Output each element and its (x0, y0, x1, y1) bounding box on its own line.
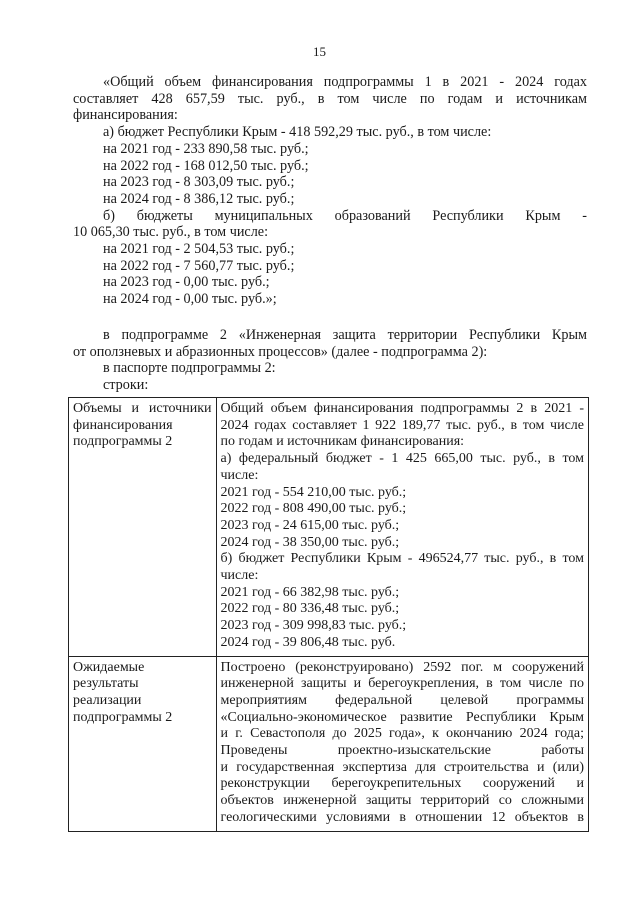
cell-text-line: 2024 годах составляет 1 922 189,77 тыс. руб., в том числе (220, 417, 584, 433)
cell-text-line: 2023 год - 309 998,83 тыс. руб.; (220, 618, 407, 634)
text-line: на 2021 год - 2 504,53 тыс. руб.; (103, 241, 295, 258)
page-number: 15 (313, 44, 326, 59)
cell-text-line: Проведены проектно-изыскательские работы (220, 743, 584, 759)
text-line: на 2023 год - 8 303,09 тыс. руб.; (103, 174, 295, 191)
cell-text-line: и г. Севастополя до 2025 года», к окончанию 2024 года; (220, 726, 584, 742)
cell-text-line: 2022 год - 80 336,48 тыс. руб.; (220, 601, 400, 617)
cell-text-line: «Социально-экономическое развитие Республики Крым (220, 709, 584, 725)
text-line: в паспорте подпрограммы 2: (103, 360, 276, 377)
text-line: «Общий объем финансирования подпрограммы 1 в 2021 - 2024 годах (103, 74, 587, 90)
cell-text-line: 2021 год - 66 382,98 тыс. руб.; (220, 584, 400, 600)
text-line: строки: (103, 377, 149, 394)
text-line: б) бюджеты муниципальных образований Республики Крым - (103, 207, 587, 224)
row-content-cell (216, 398, 588, 657)
cell-text-line: 2024 год - 38 350,00 тыс. руб.; (220, 534, 400, 550)
table-row (69, 398, 589, 657)
cell-text-line: а) федеральный бюджет - 1 425 665,00 тыс. руб., в том (220, 451, 584, 467)
cell-text-line: Объемы и источники (73, 401, 212, 416)
cell-text-line: мероприятиям федеральной целевой программы (220, 692, 584, 708)
cell-text-line: финансирования (73, 417, 173, 433)
cell-text-line: Ожидаемые (73, 659, 145, 675)
cell-text-line: по годам и источникам финансирования: (220, 434, 465, 450)
cell-text-line: и государственная экспертиза для строительства и (или) (220, 759, 584, 775)
cell-text-line: 2021 год - 554 210,00 тыс. руб.; (220, 484, 407, 500)
text-line: на 2022 год - 7 560,77 тыс. руб.; (103, 257, 295, 274)
cell-text-line: объектов инженерной защиты территорий со сложными (220, 793, 584, 809)
row-label-cell (69, 656, 217, 831)
text-line: а) бюджет Республики Крым - 418 592,29 тыс. руб., в том числе: (103, 124, 492, 141)
cell-text-line: Общий объем финансирования подпрограммы 2 в 2021 - (220, 401, 584, 416)
text-line: финансирования: (73, 107, 178, 124)
cell-text-line: подпрограммы 2 (73, 434, 173, 450)
text-line: на 2023 год - 0,00 тыс. руб.; (103, 274, 270, 291)
subprogram-2-passport-table (68, 397, 589, 832)
cell-text-line: 2023 год - 24 615,00 тыс. руб.; (220, 517, 400, 533)
subprogram-2-paragraph (73, 327, 587, 394)
text-line: на 2024 год - 8 386,12 тыс. руб.; (103, 190, 295, 207)
cell-text-line: 2024 год - 39 806,48 тыс. руб. (220, 634, 396, 650)
row-content-cell (216, 656, 588, 831)
cell-text-line: реконструкции берегоукрепительных сооружений и (220, 776, 584, 792)
text-line: в подпрограмме 2 «Инженерная защита территории Республики Крым (103, 327, 587, 343)
cell-text-line: б) бюджет Республики Крым - 496524,77 тыс. руб., в том (220, 551, 584, 567)
cell-text-line: числе: (220, 467, 259, 483)
text-line: 10 065,30 тыс. руб., в том числе: (73, 224, 269, 241)
text-line: составляет 428 657,59 тыс. руб., в том числе по годам и источникам (73, 90, 587, 107)
cell-text-line: геологическими условиями в отношении 12 объектов в (220, 809, 584, 825)
cell-text-line: реализации (73, 692, 142, 708)
cell-text-line: подпрограммы 2 (73, 709, 173, 725)
table-row (69, 656, 589, 831)
cell-text-line: инженерной защиты и берегоукрепления, в том числе по (220, 676, 584, 692)
text-line: на 2022 год - 168 012,50 тыс. руб.; (103, 157, 309, 174)
text-line: на 2021 год - 233 890,58 тыс. руб.; (103, 140, 309, 157)
financing-subprogram-1-paragraph (73, 74, 587, 308)
text-line: от оползневых и абразионных процессов» (далее - подпрограмма 2): (73, 343, 488, 360)
cell-text-line: 2022 год - 808 490,00 тыс. руб.; (220, 501, 407, 517)
cell-text-line: результаты (73, 676, 139, 692)
cell-text-line: числе: (220, 568, 259, 584)
text-line: на 2024 год - 0,00 тыс. руб.»; (103, 291, 277, 308)
cell-text-line: Построено (реконструировано) 2592 пог. м сооружений (220, 659, 584, 675)
row-label-cell (69, 398, 217, 657)
